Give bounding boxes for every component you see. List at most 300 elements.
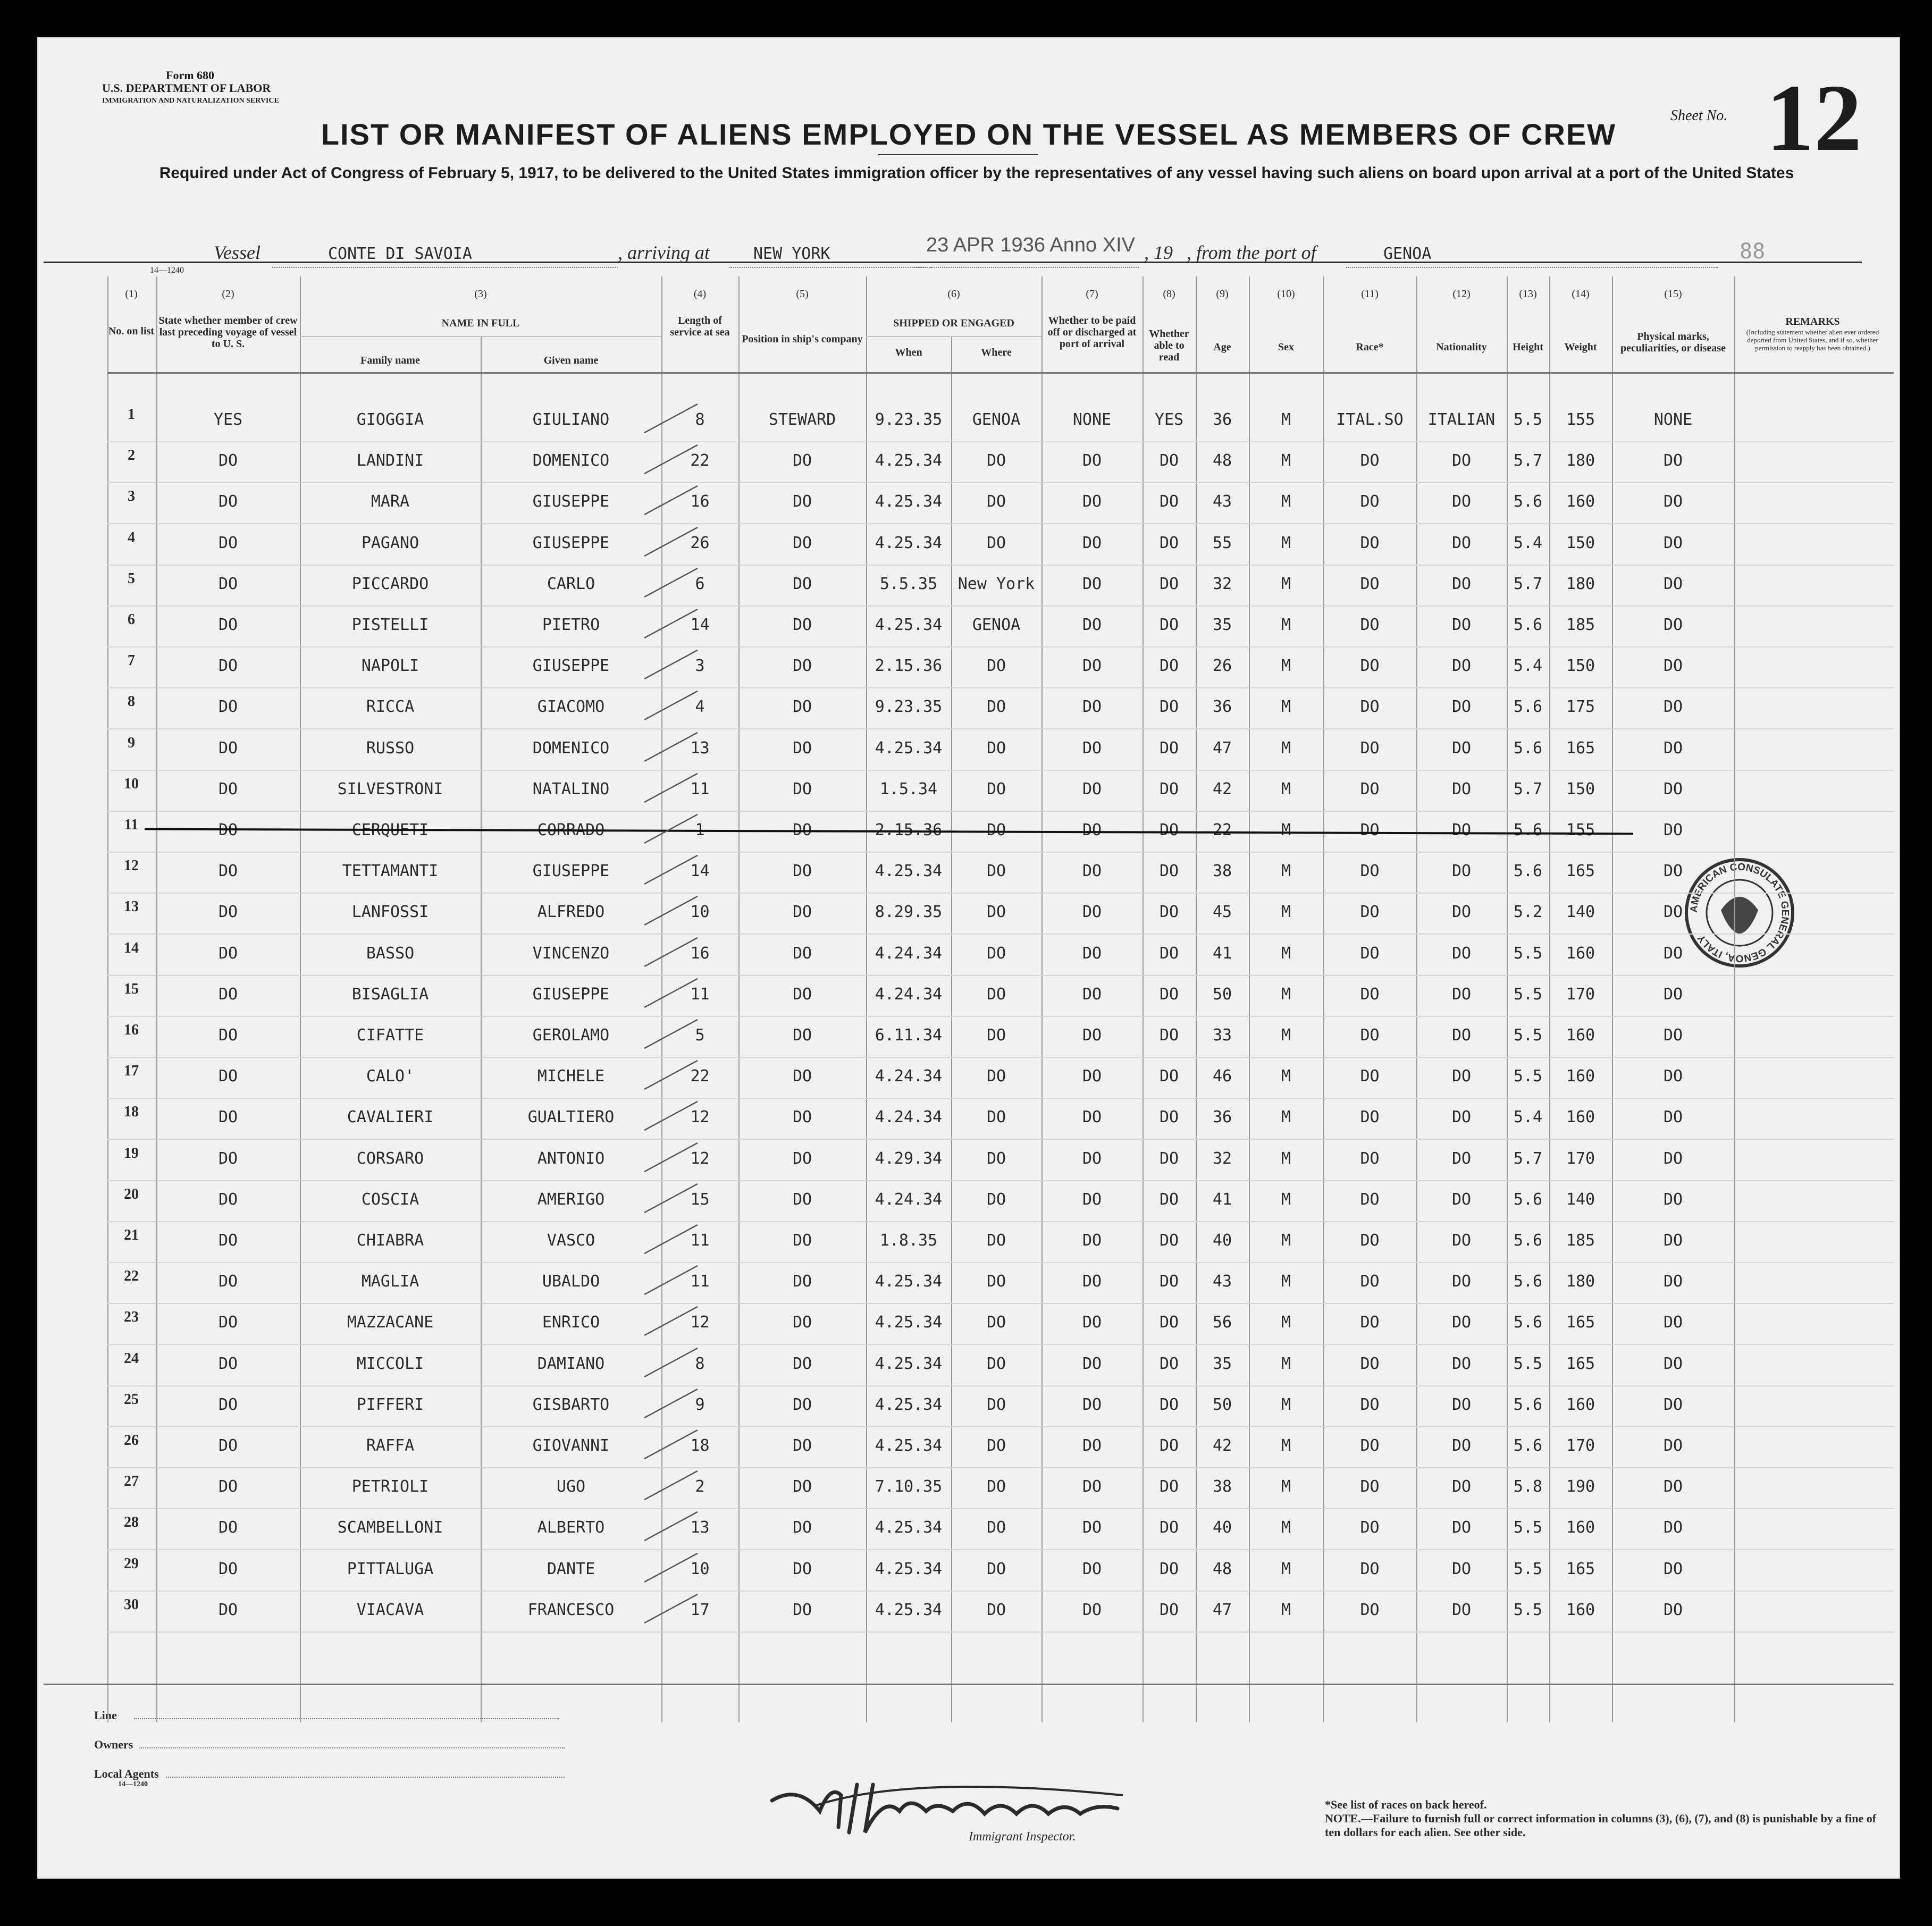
cell-position: DO [792, 1395, 812, 1414]
cell-state: YES [213, 410, 243, 429]
cell-position: DO [792, 1600, 812, 1619]
year-label: , 19 [1144, 242, 1173, 263]
cell-given: DAMIANO [537, 1354, 605, 1373]
cell-given: VINCENZO [532, 944, 610, 963]
cell-age: 48 [1212, 451, 1232, 470]
cell-position: DO [792, 1477, 812, 1496]
cell-marks: DO [1663, 657, 1683, 676]
tick-mark [639, 933, 703, 971]
row-number: 20 [124, 1185, 139, 1202]
tick-mark [639, 1097, 703, 1134]
seal-text: AMERICAN CONSULATE GENERAL GENOA, ITALY [1688, 861, 1791, 964]
cell-service: 11 [690, 985, 710, 1004]
cell-when: 4.25.34 [875, 616, 943, 634]
cell-service: 16 [690, 492, 710, 511]
cell-weight: 170 [1566, 985, 1595, 1004]
tick-mark [639, 769, 703, 806]
cell-service: 10 [690, 1559, 710, 1578]
cell-given: GIUSEPPE [532, 862, 610, 881]
row-number: 24 [124, 1350, 139, 1367]
cell-state: DO [218, 903, 238, 922]
line-label: Line [94, 1709, 117, 1722]
cell-paid: NONE [1072, 410, 1112, 429]
tick-mark [639, 441, 703, 478]
column-number: (7) [1086, 288, 1098, 300]
cell-position: DO [792, 1149, 812, 1168]
cell-when: 4.25.34 [875, 1436, 943, 1455]
cell-race: DO [1360, 574, 1380, 593]
cell-position: DO [792, 821, 812, 839]
vessel-label: Vessel [214, 242, 261, 263]
row-rule [107, 1016, 1894, 1017]
cell-read: DO [1159, 1190, 1179, 1209]
cell-nat: DO [1451, 451, 1472, 470]
cell-read: DO [1159, 821, 1179, 839]
cell-age: 22 [1212, 821, 1232, 839]
row-number: 4 [128, 529, 135, 546]
cell-state: DO [218, 1354, 238, 1373]
cell-height: 5.5 [1513, 1518, 1543, 1537]
cell-position: DO [792, 779, 812, 798]
row-rule [107, 852, 1894, 853]
cell-marks: DO [1663, 862, 1683, 881]
column-header-name-in-full: NAME IN FULL [441, 317, 520, 329]
cell-weight: 170 [1566, 1149, 1595, 1168]
cell-position: DO [792, 985, 812, 1004]
tick-mark [639, 1344, 703, 1381]
cell-paid: DO [1082, 657, 1102, 676]
cell-nat: DO [1451, 1026, 1472, 1045]
cell-position: STEWARD [768, 410, 836, 429]
row-number: 22 [124, 1268, 139, 1285]
cell-where: New York [957, 574, 1035, 593]
cell-when: 2.15.36 [875, 657, 943, 676]
cell-sex: M [1281, 1600, 1291, 1619]
cell-sex: M [1281, 1272, 1291, 1291]
cell-given: UGO [556, 1477, 586, 1496]
cell-service: 3 [695, 657, 705, 676]
cell-where: DO [986, 451, 1006, 470]
cell-when: 4.25.34 [875, 1272, 943, 1291]
cell-position: DO [792, 1067, 812, 1086]
cell-state: DO [218, 1272, 238, 1291]
cell-age: 40 [1212, 1518, 1232, 1537]
cell-marks: DO [1663, 944, 1683, 963]
cell-where: DO [986, 985, 1006, 1004]
cell-paid: DO [1082, 1600, 1102, 1619]
cell-read: DO [1159, 1354, 1179, 1373]
page-subtitle: Required under Act of Congress of February 5, 1917, to be delivered to the United States immigration officer by the representatives of any vessel having such aliens on board upon arrival at a port of the United States [159, 164, 1794, 182]
column-number: (5) [796, 288, 809, 300]
cell-family: MAZZACANE [347, 1313, 434, 1332]
cell-paid: DO [1082, 1313, 1102, 1332]
cell-where: DO [986, 697, 1006, 717]
row-number: 10 [124, 775, 139, 792]
cell-sex: M [1281, 451, 1291, 470]
cell-weight: 185 [1566, 1231, 1595, 1250]
cell-service: 12 [690, 1149, 710, 1168]
cell-read: DO [1159, 574, 1179, 593]
cell-when: 4.24.34 [875, 1067, 943, 1086]
form-identifier [102, 69, 279, 107]
cell-where: DO [986, 1026, 1006, 1045]
cell-marks: DO [1663, 1149, 1683, 1168]
cell-state: DO [218, 1108, 238, 1127]
column-header-nationality: Nationality [1436, 341, 1487, 353]
cell-given: CORRADO [537, 821, 605, 839]
cell-race: DO [1360, 697, 1380, 717]
cell-paid: DO [1082, 1272, 1102, 1291]
row-number: 30 [124, 1596, 139, 1613]
cell-read: DO [1159, 657, 1179, 676]
cell-when: 4.29.34 [875, 1149, 943, 1168]
cell-when: 9.23.35 [875, 410, 943, 429]
tick-mark [639, 1180, 703, 1217]
cell-marks: DO [1663, 1518, 1683, 1537]
cell-given: VASCO [547, 1231, 595, 1250]
cell-marks: DO [1663, 1600, 1683, 1619]
tick-mark [639, 1056, 703, 1094]
cell-service: 11 [690, 1272, 710, 1291]
cell-paid: DO [1082, 1231, 1102, 1250]
cell-paid: DO [1082, 738, 1102, 758]
cell-service: 6 [695, 574, 705, 593]
cell-family: LANFOSSI [351, 903, 429, 922]
cell-given: DOMENICO [532, 451, 610, 470]
cell-nat: DO [1451, 1108, 1472, 1127]
row-rule [107, 523, 1894, 524]
row-rule [107, 1631, 1894, 1633]
cell-given: GISBARTO [532, 1395, 610, 1414]
cell-family: PIFFERI [356, 1395, 424, 1414]
cell-race: DO [1360, 1026, 1380, 1045]
cell-age: 41 [1212, 944, 1232, 963]
cell-height: 5.5 [1513, 944, 1543, 963]
cell-sex: M [1281, 1231, 1291, 1250]
tick-mark [639, 1426, 703, 1463]
cell-paid: DO [1082, 574, 1102, 593]
cell-height: 5.6 [1513, 1395, 1543, 1414]
cell-given: UBALDO [542, 1272, 600, 1291]
cell-race: DO [1360, 616, 1380, 634]
cell-age: 50 [1212, 985, 1232, 1004]
cell-weight: 160 [1566, 1108, 1595, 1127]
cell-read: DO [1159, 862, 1179, 881]
cell-paid: DO [1082, 697, 1102, 717]
row-rule [107, 770, 1894, 771]
cell-race: DO [1360, 821, 1380, 839]
cell-position: DO [792, 1026, 812, 1045]
port-dotline [1346, 267, 1718, 268]
cell-nat: DO [1451, 1395, 1472, 1414]
cell-where: DO [986, 1149, 1006, 1168]
tick-mark [639, 564, 703, 601]
cell-when: 4.25.34 [875, 1313, 943, 1332]
cell-position: DO [792, 944, 812, 963]
row-rule [107, 975, 1894, 976]
cell-where: GENOA [972, 616, 1021, 634]
cell-race: DO [1360, 738, 1380, 758]
column-header-physical-marks: Physical marks, peculiarities, or disease [1620, 331, 1726, 354]
cell-when: 6.11.34 [875, 1026, 943, 1045]
cell-race: DO [1360, 1354, 1380, 1373]
column-number: (6) [947, 288, 960, 300]
cell-weight: 150 [1566, 533, 1595, 552]
cell-marks: DO [1663, 1272, 1683, 1291]
row-number: 7 [128, 652, 135, 669]
cell-age: 42 [1212, 779, 1232, 798]
cell-marks: DO [1663, 1190, 1683, 1209]
cell-service: 14 [690, 616, 710, 634]
cell-position: DO [792, 738, 812, 758]
inspector-signature [751, 1763, 1144, 1848]
cell-height: 5.6 [1513, 1313, 1543, 1332]
owners-label: Owners [94, 1738, 133, 1751]
cell-nat: DO [1451, 944, 1472, 963]
cell-given: ANTONIO [537, 1149, 605, 1168]
cell-weight: 170 [1566, 1436, 1595, 1455]
cell-nat: DO [1451, 574, 1472, 593]
cell-state: DO [218, 574, 238, 593]
cell-paid: DO [1082, 1108, 1102, 1127]
cell-given: FRANCESCO [527, 1600, 615, 1619]
cell-height: 5.5 [1513, 1600, 1543, 1619]
cell-when: 9.23.35 [875, 697, 943, 717]
cell-where: DO [986, 1313, 1006, 1332]
cell-position: DO [792, 1354, 812, 1373]
cell-age: 41 [1212, 1190, 1232, 1209]
cell-age: 56 [1212, 1313, 1232, 1332]
cell-state: DO [218, 1026, 238, 1045]
cell-sex: M [1281, 616, 1291, 634]
cell-weight: 165 [1566, 862, 1595, 881]
cell-service: 4 [695, 697, 705, 717]
tick-mark [639, 810, 703, 847]
cell-age: 40 [1212, 1231, 1232, 1250]
cell-service: 22 [690, 1067, 710, 1086]
cell-family: LANDINI [356, 451, 424, 470]
tick-mark [639, 1015, 703, 1053]
cell-sex: M [1281, 1190, 1291, 1209]
arriving-dotline [729, 267, 931, 268]
cell-where: GENOA [972, 410, 1021, 429]
cell-marks: DO [1663, 451, 1683, 470]
column-number: (15) [1664, 288, 1682, 300]
cell-nat: DO [1451, 697, 1472, 717]
row-number: 23 [124, 1309, 139, 1326]
cell-nat: DO [1451, 985, 1472, 1004]
column-header-length-service: Length of service at sea [670, 315, 730, 338]
tick-mark [639, 482, 703, 519]
owners-dotline [139, 1747, 565, 1748]
cell-marks: DO [1663, 1477, 1683, 1496]
cell-given: GIUSEPPE [532, 657, 610, 676]
races-note: *See list of races on back hereof. [1325, 1798, 1487, 1811]
row-number: 26 [124, 1432, 139, 1449]
date-stamp: 23 APR 1936 Anno XIV [926, 234, 1135, 256]
cell-when: 8.29.35 [875, 903, 943, 922]
cell-when: 4.25.34 [875, 862, 943, 881]
cell-service: 1 [695, 821, 705, 839]
cell-given: ALBERTO [537, 1518, 605, 1537]
row-rule [107, 893, 1894, 894]
cell-marks: DO [1663, 738, 1683, 758]
cell-weight: 165 [1566, 1354, 1595, 1373]
cell-age: 50 [1212, 1395, 1232, 1414]
cell-nat: DO [1451, 1313, 1472, 1332]
row-number: 16 [124, 1022, 139, 1038]
cell-where: DO [986, 779, 1006, 798]
cell-sex: M [1281, 903, 1291, 922]
cell-state: DO [218, 1149, 238, 1168]
cell-marks: DO [1663, 1026, 1683, 1045]
page-title: LIST OR MANIFEST OF ALIENS EMPLOYED ON THE VESSEL AS MEMBERS OF CREW [321, 117, 1617, 151]
tick-mark [639, 523, 703, 560]
tick-mark [639, 687, 703, 724]
footer-notes [1325, 1798, 1883, 1839]
row-number: 29 [124, 1555, 139, 1572]
cell-where: DO [986, 1231, 1006, 1250]
cell-position: DO [792, 1436, 812, 1455]
row-number: 27 [124, 1473, 139, 1490]
cell-marks: DO [1663, 1231, 1683, 1250]
cell-race: DO [1360, 903, 1380, 922]
column-number: (2) [222, 288, 234, 300]
cell-age: 47 [1212, 1600, 1232, 1619]
agents-dotline [166, 1777, 565, 1778]
cell-state: DO [218, 1395, 238, 1414]
cell-height: 5.6 [1513, 697, 1543, 717]
cell-paid: DO [1082, 1190, 1102, 1209]
cell-race: DO [1360, 1436, 1380, 1455]
cell-nat: DO [1451, 533, 1472, 552]
row-rule [107, 1303, 1894, 1304]
cell-given: DOMENICO [532, 738, 610, 758]
cell-age: 35 [1212, 616, 1232, 634]
cell-service: 2 [695, 1477, 705, 1496]
cell-service: 22 [690, 451, 710, 470]
cell-height: 5.4 [1513, 533, 1543, 552]
cell-sex: M [1281, 1067, 1291, 1086]
cell-height: 5.2 [1513, 903, 1543, 922]
cell-height: 5.6 [1513, 1436, 1543, 1455]
cell-where: DO [986, 1108, 1006, 1127]
cell-state: DO [218, 862, 238, 881]
cell-weight: 155 [1566, 821, 1595, 839]
cell-given: GIUSEPPE [532, 985, 610, 1004]
cell-race: DO [1360, 1231, 1380, 1250]
cell-state: DO [218, 1559, 238, 1578]
cell-state: DO [218, 1313, 238, 1332]
cell-when: 4.25.34 [875, 451, 943, 470]
cell-position: DO [792, 697, 812, 717]
cell-age: 46 [1212, 1067, 1232, 1086]
row-number: 6 [128, 611, 135, 628]
shipped-header-rule [866, 336, 1041, 337]
cell-marks: DO [1663, 616, 1683, 634]
cell-marks: DO [1663, 574, 1683, 593]
manifest-sheet [37, 37, 1900, 1879]
cell-when: 4.25.34 [875, 1354, 943, 1373]
cell-service: 8 [695, 1354, 705, 1373]
column-header-shipped-engaged: SHIPPED OR ENGAGED [893, 317, 1014, 329]
cell-age: 26 [1212, 657, 1232, 676]
cell-weight: 180 [1566, 574, 1595, 593]
cell-race: DO [1360, 1149, 1380, 1168]
cell-read: DO [1159, 1067, 1179, 1086]
cell-where: DO [986, 1395, 1006, 1414]
row-rule [107, 811, 1894, 812]
cell-height: 5.5 [1513, 1354, 1543, 1373]
cell-nat: DO [1451, 1477, 1472, 1496]
cell-read: DO [1159, 1272, 1179, 1291]
cell-paid: DO [1082, 1395, 1102, 1414]
cell-state: DO [218, 1600, 238, 1619]
cell-state: DO [218, 657, 238, 676]
cell-weight: 160 [1566, 1395, 1595, 1414]
column-header-state-member: State whether member of crew last preceding voyage of vessel to U. S. [158, 315, 298, 350]
cell-service: 8 [695, 410, 705, 429]
cell-family: CERQUETI [351, 821, 429, 839]
cell-where: DO [986, 1518, 1006, 1537]
cell-service: 26 [690, 533, 710, 552]
cell-sex: M [1281, 821, 1291, 839]
cell-given: PIETRO [542, 616, 600, 634]
cell-read: DO [1159, 1149, 1179, 1168]
cell-race: DO [1360, 1395, 1380, 1414]
row-number: 21 [124, 1227, 139, 1243]
cell-state: DO [218, 1518, 238, 1537]
form-number: Form 680 [166, 69, 215, 82]
cell-position: DO [792, 1190, 812, 1209]
cell-nat: DO [1451, 903, 1472, 922]
tick-mark [639, 646, 703, 683]
cell-race: DO [1360, 1600, 1380, 1619]
column-number: (10) [1277, 288, 1295, 300]
cell-race: DO [1360, 862, 1380, 881]
cell-nat: DO [1451, 1436, 1472, 1455]
cell-family: BASSO [366, 944, 415, 963]
cell-where: DO [986, 862, 1006, 881]
cell-nat: DO [1451, 492, 1472, 511]
cell-read: DO [1159, 492, 1179, 511]
cell-family: RICCA [366, 697, 415, 717]
cell-when: 4.24.34 [875, 944, 943, 963]
tick-mark [639, 1139, 703, 1176]
cell-state: DO [218, 1067, 238, 1086]
cell-family: SCAMBELLONI [337, 1518, 443, 1537]
cell-family: GIOGGIA [356, 410, 424, 429]
cell-service: 13 [690, 1518, 710, 1537]
tick-mark [639, 1508, 703, 1545]
cell-state: DO [218, 1190, 238, 1209]
tick-mark [639, 1302, 703, 1340]
cell-family: TETTAMANTI [342, 862, 439, 881]
cell-marks: DO [1663, 1354, 1683, 1373]
cell-where: DO [986, 533, 1006, 552]
cell-position: DO [792, 1231, 812, 1250]
service-name: IMMIGRATION AND NATURALIZATION SERVICE [102, 97, 279, 105]
cell-paid: DO [1082, 1354, 1102, 1373]
cell-age: 36 [1212, 697, 1232, 717]
cell-family: RUSSO [366, 738, 415, 758]
cell-position: DO [792, 1518, 812, 1537]
cell-marks: DO [1663, 1436, 1683, 1455]
cell-nat: DO [1451, 779, 1472, 798]
row-rule [107, 1591, 1894, 1592]
cell-sex: M [1281, 1436, 1291, 1455]
cell-where: DO [986, 1559, 1006, 1578]
